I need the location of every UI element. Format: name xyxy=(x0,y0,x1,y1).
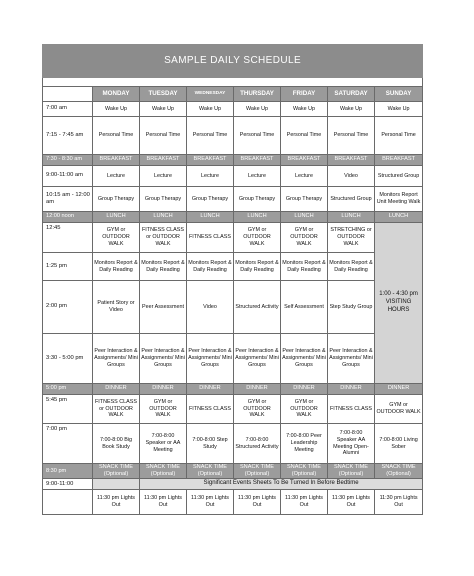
day-header-tuesday: TUESDAY xyxy=(140,87,187,102)
activity-cell: Wake Up xyxy=(234,102,281,117)
meal-cell: DINNER xyxy=(140,384,187,395)
activity-cell: Peer Interaction & Assignments/ Mini Groups xyxy=(93,334,140,384)
schedule-row-1130 xyxy=(43,490,423,515)
activity-cell: FITNESS CLASS xyxy=(187,395,234,424)
schedule-title: SAMPLE DAILY SCHEDULE xyxy=(43,45,423,78)
notice-blank-cell xyxy=(93,479,140,490)
activity-cell: Monitors Report & Daily Reading xyxy=(234,253,281,281)
day-header-sunday: SUNDAY xyxy=(375,87,423,102)
activity-cell: 11:30 pm Lights Out xyxy=(187,490,234,515)
schedule-row-0545 xyxy=(43,395,423,424)
activity-cell: Personal Time xyxy=(375,117,423,155)
activity-cell: 7:00-8:00 Big Book Study xyxy=(93,424,140,464)
activity-cell: Monitors Report Unit Meeting Walk xyxy=(375,187,423,212)
day-header-friday: FRIDAY xyxy=(281,87,328,102)
spacer-cell xyxy=(43,78,423,87)
activity-cell: Video xyxy=(187,281,234,334)
activity-cell: Wake Up xyxy=(328,102,375,117)
activity-cell: 11:30 pm Lights Out xyxy=(140,490,187,515)
day-header-wednesday: WEDNESDAY xyxy=(187,87,234,102)
activity-cell: Monitors Report & Daily Reading xyxy=(93,253,140,281)
activity-cell: Group Therapy xyxy=(234,187,281,212)
activity-cell: Peer Interaction & Assignments/ Mini Groups xyxy=(234,334,281,384)
time-cell: 5:00 pm xyxy=(43,384,93,395)
meal-cell: LUNCH xyxy=(187,212,234,223)
meal-cell: DINNER xyxy=(328,384,375,395)
meal-cell: DINNER xyxy=(187,384,234,395)
time-cell: 10:15 am - 12:00 am xyxy=(43,187,93,212)
meal-cell: DINNER xyxy=(93,384,140,395)
time-cell: 7:30 - 8:30 am xyxy=(43,155,93,166)
meal-cell: BREAKFAST xyxy=(375,155,423,166)
activity-cell: 7:00-8:00 Step Study xyxy=(187,424,234,464)
activity-cell: Peer Interaction & Assignments/ Mini Groups xyxy=(281,334,328,384)
schedule-table xyxy=(42,44,423,515)
schedule-row-1015 xyxy=(43,187,423,212)
title-row xyxy=(43,45,423,78)
snack-row xyxy=(43,464,423,479)
activity-cell: 11:30 pm Lights Out xyxy=(234,490,281,515)
activity-cell: Monitors Report & Daily Reading xyxy=(328,253,375,281)
activity-cell: 11:30 pm Lights Out xyxy=(328,490,375,515)
activity-cell: Lecture xyxy=(234,166,281,187)
meal-cell: BREAKFAST xyxy=(281,155,328,166)
activity-cell: Peer Interaction & Assignments/ Mini Groups xyxy=(187,334,234,384)
activity-cell: Monitors Report & Daily Reading xyxy=(140,253,187,281)
meal-cell: BREAKFAST xyxy=(140,155,187,166)
snack-cell: SNACK TIME (Optional) xyxy=(375,464,423,479)
schedule-row-0700pm xyxy=(43,424,423,464)
activity-cell: GYM or OUTDOOR WALK xyxy=(375,395,423,424)
activity-cell: Patient Story or Video xyxy=(93,281,140,334)
activity-cell: Lecture xyxy=(187,166,234,187)
activity-cell: Lecture xyxy=(281,166,328,187)
activity-cell: Structured Group xyxy=(375,166,423,187)
activity-cell: GYM or OUTDOOR WALK xyxy=(93,223,140,253)
schedule-row-0900 xyxy=(43,166,423,187)
time-cell: 7:00 am xyxy=(43,102,93,117)
meal-cell: LUNCH xyxy=(328,212,375,223)
time-cell: 5:45 pm xyxy=(43,395,93,424)
activity-cell: Personal Time xyxy=(234,117,281,155)
activity-cell: Wake Up xyxy=(93,102,140,117)
time-cell xyxy=(43,490,93,515)
time-cell: 9:00-11:00 xyxy=(43,479,93,490)
notice-cell: Significant Events Sheets To Be Turned In Before Bedtime xyxy=(140,479,423,490)
activity-cell: GYM or OUTDOOR WALK xyxy=(140,395,187,424)
activity-cell: Video xyxy=(328,166,375,187)
meal-cell: LUNCH xyxy=(140,212,187,223)
snack-cell: SNACK TIME (Optional) xyxy=(187,464,234,479)
activity-cell: 7:00-8:00 Speaker AA Meeting Open-Alumni xyxy=(328,424,375,464)
activity-cell: Lecture xyxy=(93,166,140,187)
snack-cell: SNACK TIME (Optional) xyxy=(140,464,187,479)
activity-cell: Personal Time xyxy=(93,117,140,155)
snack-cell: SNACK TIME (Optional) xyxy=(328,464,375,479)
meal-cell: DINNER xyxy=(281,384,328,395)
time-header-cell xyxy=(43,87,93,102)
schedule-row-1325 xyxy=(43,253,423,281)
time-cell: 7:15 - 7:45 am xyxy=(43,117,93,155)
meal-cell: BREAKFAST xyxy=(234,155,281,166)
meal-cell: BREAKFAST xyxy=(93,155,140,166)
meal-cell: LUNCH xyxy=(375,212,423,223)
day-header-thursday: THURSDAY xyxy=(234,87,281,102)
activity-cell: Wake Up xyxy=(375,102,423,117)
activity-cell: 11:30 pm Lights Out xyxy=(93,490,140,515)
activity-cell: Structured Group xyxy=(328,187,375,212)
schedule-row-0330 xyxy=(43,334,423,384)
activity-cell: GYM or OUTDOOR WALK xyxy=(281,223,328,253)
activity-cell: Wake Up xyxy=(281,102,328,117)
meal-cell: BREAKFAST xyxy=(187,155,234,166)
meal-cell: LUNCH xyxy=(281,212,328,223)
lunch-row xyxy=(43,212,423,223)
activity-cell: Monitors Report & Daily Reading xyxy=(187,253,234,281)
meal-cell: DINNER xyxy=(375,384,423,395)
activity-cell: 7:00-8:00 Speaker or AA Meeting xyxy=(140,424,187,464)
schedule-row-0700 xyxy=(43,102,423,117)
activity-cell: Step Study Group xyxy=(328,281,375,334)
time-cell: 12:00 noon xyxy=(43,212,93,223)
snack-cell: SNACK TIME (Optional) xyxy=(281,464,328,479)
activity-cell: Wake Up xyxy=(187,102,234,117)
time-cell: 3:30 - 5:00 pm xyxy=(43,334,93,384)
activity-cell: Peer Interaction & Assignments/ Mini Groups xyxy=(140,334,187,384)
activity-cell: Peer Interaction & Assignments/ Mini Groups xyxy=(328,334,375,384)
activity-cell: Group Therapy xyxy=(140,187,187,212)
activity-cell: Group Therapy xyxy=(93,187,140,212)
time-cell: 8:30 pm xyxy=(43,464,93,479)
time-cell: 2:00 pm xyxy=(43,281,93,334)
activity-cell: 7:00-8:00 Living Sober xyxy=(375,424,423,464)
schedule-row-1245 xyxy=(43,223,423,253)
activity-cell: Monitors Report & Daily Reading xyxy=(281,253,328,281)
spacer-row xyxy=(43,78,423,87)
activity-cell: Lecture xyxy=(140,166,187,187)
activity-cell: GYM or OUTDOOR WALK xyxy=(234,223,281,253)
activity-cell: 11:30 pm Lights Out xyxy=(375,490,423,515)
activity-cell: 7:00-8:00 Structured Activity xyxy=(234,424,281,464)
breakfast-row xyxy=(43,155,423,166)
activity-cell: Personal Time xyxy=(328,117,375,155)
activity-cell: FITNESS CLASS xyxy=(187,223,234,253)
time-cell: 12:45 xyxy=(43,223,93,253)
schedule-row-0715 xyxy=(43,117,423,155)
activity-cell: Wake Up xyxy=(140,102,187,117)
activity-cell: GYM or OUTDOOR WALK xyxy=(281,395,328,424)
activity-cell: GYM or OUTDOOR WALK xyxy=(234,395,281,424)
activity-cell: 7:00-8:00 Peer Leadership Meeting xyxy=(281,424,328,464)
dinner-row xyxy=(43,384,423,395)
time-cell: 9:00-11:00 am xyxy=(43,166,93,187)
activity-cell: Personal Time xyxy=(140,117,187,155)
meal-cell: BREAKFAST xyxy=(328,155,375,166)
activity-cell: Personal Time xyxy=(281,117,328,155)
activity-cell: Personal Time xyxy=(187,117,234,155)
activity-cell: FITNESS CLASS or OUTDOOR WALK xyxy=(140,223,187,253)
activity-cell: Group Therapy xyxy=(187,187,234,212)
activity-cell: 11:30 pm Lights Out xyxy=(281,490,328,515)
day-header-saturday: SATURDAY xyxy=(328,87,375,102)
visiting-hours-cell: 1:00 - 4:30 pm VISITING HOURS xyxy=(375,223,423,384)
day-header-row xyxy=(43,87,423,102)
activity-cell: Peer Assessment xyxy=(140,281,187,334)
day-header-monday: MONDAY xyxy=(93,87,140,102)
meal-cell: LUNCH xyxy=(93,212,140,223)
activity-cell: FITNESS CLASS or OUTDOOR WALK xyxy=(93,395,140,424)
activity-cell: Structured Activity xyxy=(234,281,281,334)
activity-cell: Group Therapy xyxy=(281,187,328,212)
activity-cell: Self Assessment xyxy=(281,281,328,334)
notice-row xyxy=(43,479,423,490)
snack-cell: SNACK TIME (Optional) xyxy=(234,464,281,479)
schedule-row-0200 xyxy=(43,281,423,334)
meal-cell: DINNER xyxy=(234,384,281,395)
snack-cell: SNACK TIME (Optional) xyxy=(93,464,140,479)
activity-cell: STRETCHING or OUTDOOR WALK xyxy=(328,223,375,253)
meal-cell: LUNCH xyxy=(234,212,281,223)
activity-cell: FITNESS CLASS xyxy=(328,395,375,424)
time-cell: 7:00 pm xyxy=(43,424,93,464)
time-cell: 1:25 pm xyxy=(43,253,93,281)
